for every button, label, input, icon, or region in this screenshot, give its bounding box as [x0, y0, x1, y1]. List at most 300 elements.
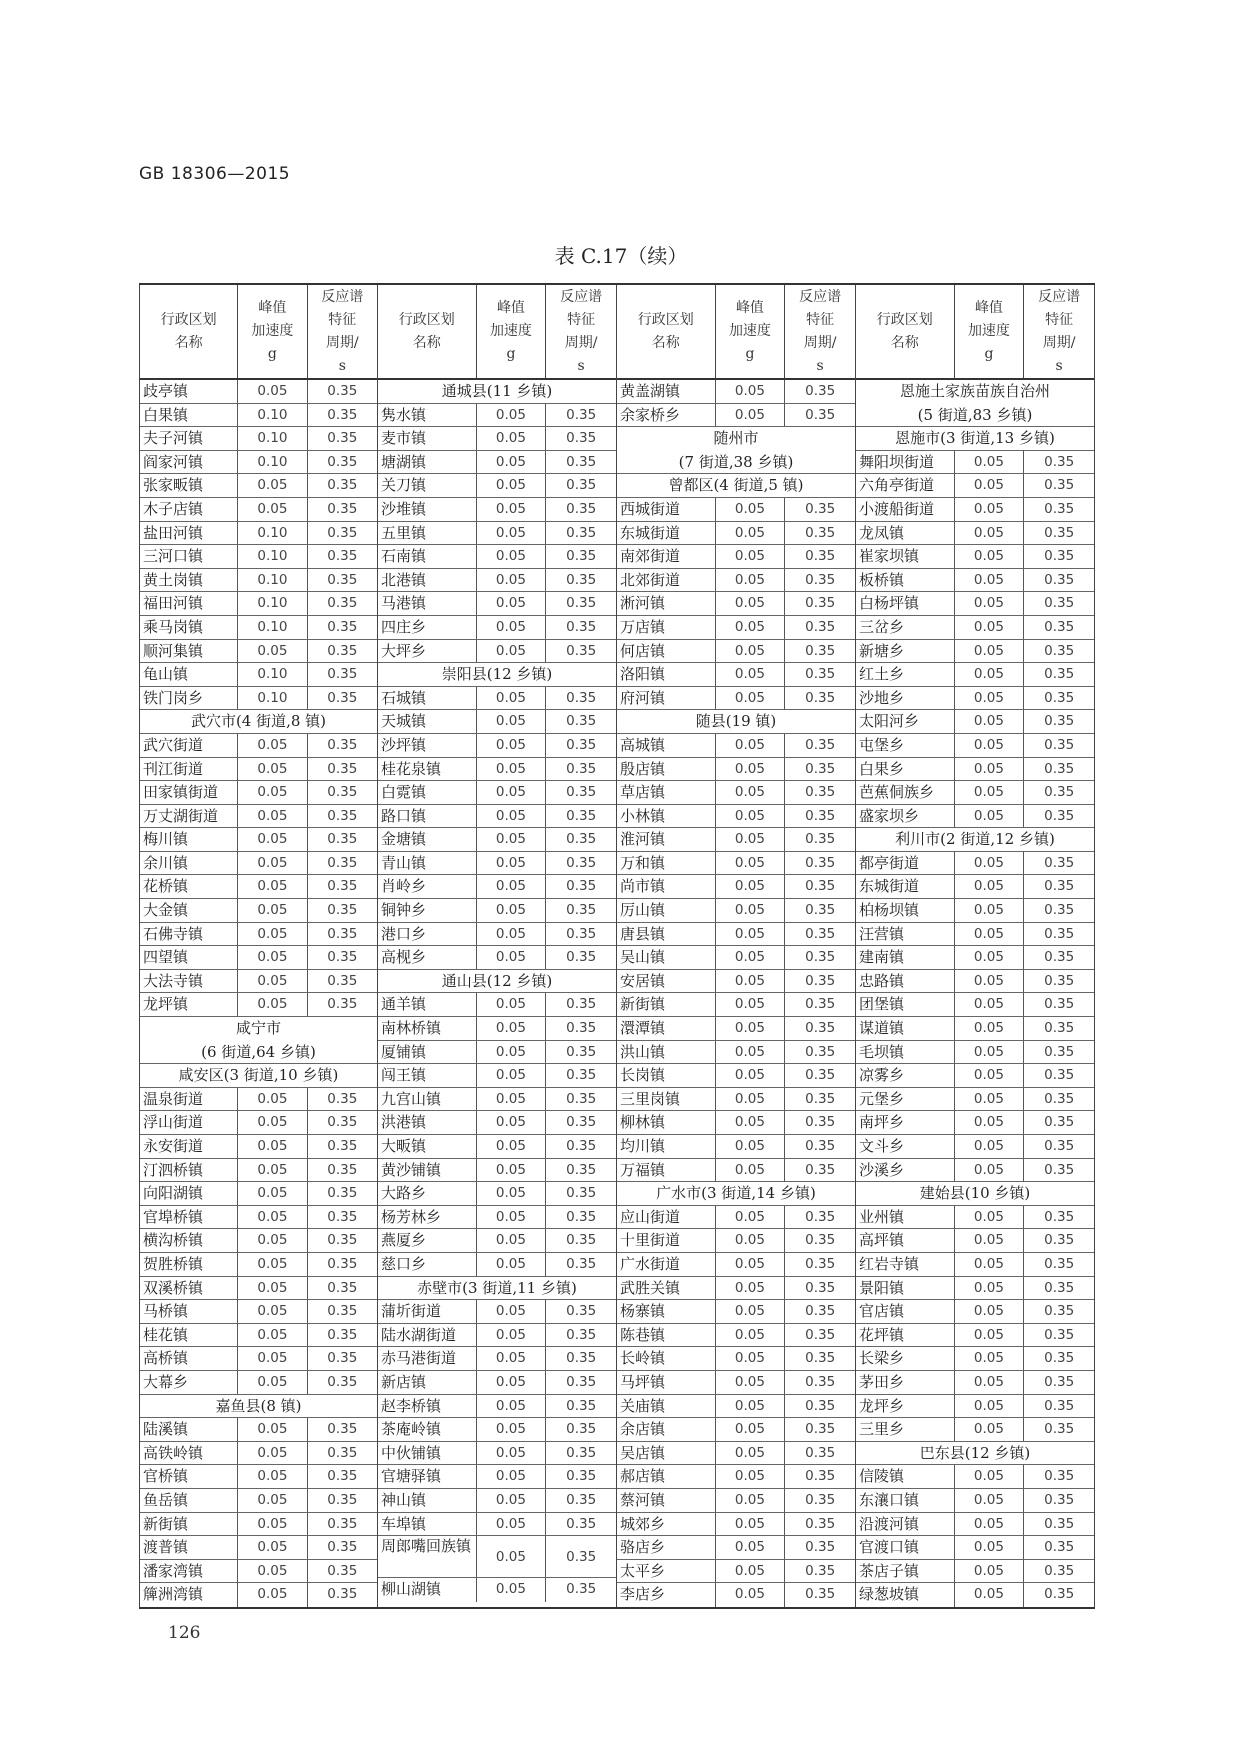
cell-pga: 0.05 [477, 1395, 547, 1418]
cell-pga: 0.05 [716, 1088, 786, 1111]
cell-period: 0.35 [327, 1421, 358, 1438]
cell-period: 0.35 [566, 1090, 597, 1107]
cell-name: 田家镇街道 [140, 781, 238, 804]
table-row [856, 1513, 1094, 1537]
cell-period: 0.35 [805, 902, 836, 919]
cell-name: 厉山镇 [617, 899, 716, 922]
table-row [617, 1135, 855, 1159]
cell-name: 大法寺镇 [140, 970, 238, 993]
cell-pga: 0.05 [238, 993, 307, 1016]
cell-pga: 0.05 [477, 1135, 547, 1158]
cell-pga: 0.05 [716, 781, 786, 804]
cell-name: 绿葱坡镇 [856, 1583, 955, 1607]
table-row [378, 1578, 616, 1602]
cell-period: 0.35 [327, 430, 358, 447]
cell-name: 长梁乡 [856, 1347, 955, 1370]
cell-period: 0.35 [327, 1161, 358, 1178]
table-row [140, 522, 377, 546]
cell-pga: 0.05 [238, 640, 307, 663]
cell-name: 太阳河乡 [856, 710, 955, 733]
cell-name: 官渡口镇 [856, 1536, 955, 1559]
cell-period: 0.35 [327, 642, 358, 659]
cell-period: 0.35 [1044, 618, 1075, 635]
cell-period: 0.35 [327, 1373, 358, 1390]
page-number: 126 [168, 1623, 201, 1643]
table-row [856, 1489, 1094, 1513]
table-row [617, 1536, 855, 1560]
cell-pga: 0.05 [238, 1442, 307, 1465]
section-header-row [856, 380, 1094, 404]
cell-period: 0.35 [566, 831, 597, 848]
table-panel [617, 285, 856, 1607]
section-title: 崇阳县(12 乡镇) [441, 665, 553, 684]
cell-name: 通羊镇 [378, 993, 477, 1016]
cell-pga: 0.05 [477, 1513, 547, 1536]
cell-name: 景阳镇 [856, 1277, 955, 1300]
cell-period: 0.35 [327, 618, 358, 635]
cell-name: 梅川镇 [140, 828, 238, 851]
table-row [378, 1465, 616, 1489]
cell-name: 信陵镇 [856, 1465, 955, 1488]
table-row [378, 1159, 616, 1183]
cell-name: 余川镇 [140, 852, 238, 875]
table-row [856, 970, 1094, 994]
cell-pga: 0.05 [955, 1064, 1025, 1087]
document-code: GB 18306—2015 [139, 164, 291, 184]
cell-period: 0.35 [1044, 1232, 1075, 1249]
table-header-row [617, 285, 855, 380]
table-row [856, 805, 1094, 829]
cell-period: 0.35 [1044, 500, 1075, 517]
cell-name: 余店镇 [617, 1418, 716, 1441]
table-row [378, 1253, 616, 1277]
cell-period: 0.35 [566, 1468, 597, 1485]
cell-name: 建南镇 [856, 946, 955, 969]
cell-period: 0.35 [1044, 453, 1075, 470]
cell-name: 万丈湖街道 [140, 805, 238, 828]
cell-pga: 0.05 [477, 1489, 547, 1512]
table-title: 表 C.17（续） [554, 244, 688, 268]
cell-pga: 0.05 [716, 545, 786, 568]
table-row [856, 1536, 1094, 1560]
cell-period: 0.35 [805, 1373, 836, 1390]
table-row [856, 1465, 1094, 1489]
cell-pga: 0.05 [716, 498, 786, 521]
cell-pga: 0.05 [955, 923, 1025, 946]
table-row [378, 545, 616, 569]
cell-period: 0.35 [566, 1208, 597, 1225]
cell-name: 小林镇 [617, 805, 716, 828]
cell-pga: 0.05 [477, 993, 547, 1016]
cell-name: 南坪乡 [856, 1111, 955, 1134]
cell-period: 0.35 [1044, 1491, 1075, 1508]
cell-period: 0.35 [805, 1468, 836, 1485]
table-row [378, 1206, 616, 1230]
cell-name: 周郎嘴回族镇 [378, 1536, 477, 1577]
cell-pga: 0.05 [477, 781, 547, 804]
cell-name: 向阳湖镇 [140, 1182, 238, 1205]
cell-period: 0.35 [1044, 1020, 1075, 1037]
cell-period: 0.35 [805, 831, 836, 848]
cell-name: 白杨坪镇 [856, 592, 955, 615]
table-row [617, 946, 855, 970]
cell-name: 桂花镇 [140, 1324, 238, 1347]
cell-period: 0.35 [1044, 548, 1075, 565]
cell-pga: 0.05 [238, 1371, 307, 1394]
cell-period: 0.35 [566, 1581, 597, 1598]
table-row [856, 1111, 1094, 1135]
table-row [856, 1324, 1094, 1348]
section-header-row [378, 970, 616, 994]
cell-name: 郝店镇 [617, 1465, 716, 1488]
cell-pga: 0.05 [716, 1583, 786, 1607]
table-row [617, 616, 855, 640]
cell-period: 0.35 [566, 477, 597, 494]
table-row [140, 569, 377, 593]
cell-pga: 0.05 [716, 1206, 786, 1229]
cell-period: 0.35 [1044, 1043, 1075, 1060]
cell-name: 夫子河镇 [140, 427, 238, 450]
cell-pga: 0.05 [238, 1229, 307, 1252]
table-row [140, 899, 377, 923]
cell-period: 0.35 [1044, 477, 1075, 494]
cell-period: 0.35 [805, 949, 836, 966]
cell-name: 马港镇 [378, 592, 477, 615]
table-row [856, 1064, 1094, 1088]
cell-name: 团堡镇 [856, 993, 955, 1016]
cell-pga: 0.05 [716, 1513, 786, 1536]
table-row [140, 687, 377, 711]
cell-period: 0.35 [566, 548, 597, 565]
table-row [378, 640, 616, 664]
cell-name: 十里街道 [617, 1229, 716, 1252]
cell-name: 双溪桥镇 [140, 1277, 238, 1300]
cell-name: 白果乡 [856, 758, 955, 781]
cell-name: 铜钟乡 [378, 899, 477, 922]
table-row [617, 640, 855, 664]
table-row [140, 1159, 377, 1183]
cell-period: 0.35 [327, 1185, 358, 1202]
table-row [856, 1041, 1094, 1065]
table-row [140, 852, 377, 876]
cell-period: 0.35 [805, 807, 836, 824]
cell-pga: 0.05 [955, 1513, 1025, 1536]
cell-name: 长岭镇 [617, 1347, 716, 1370]
section-header-row [856, 1182, 1094, 1206]
cell-name: 芭蕉侗族乡 [856, 781, 955, 804]
cell-name: 横沟桥镇 [140, 1229, 238, 1252]
table-row [856, 498, 1094, 522]
cell-period: 0.35 [805, 548, 836, 565]
cell-pga: 0.10 [238, 545, 307, 568]
cell-period: 0.35 [566, 1421, 597, 1438]
cell-pga: 0.05 [238, 758, 307, 781]
cell-pga: 0.05 [477, 1017, 547, 1040]
cell-period: 0.35 [1044, 784, 1075, 801]
cell-period: 0.35 [327, 1444, 358, 1461]
cell-period: 0.35 [805, 1350, 836, 1367]
cell-pga: 0.05 [955, 1560, 1025, 1583]
cell-name: 李店乡 [617, 1583, 716, 1607]
cell-pga: 0.05 [716, 852, 786, 875]
cell-pga: 0.05 [238, 1088, 307, 1111]
table-row [617, 1465, 855, 1489]
table-row [140, 946, 377, 970]
cell-pga: 0.05 [238, 1253, 307, 1276]
table-row [856, 1347, 1094, 1371]
table-row [378, 1324, 616, 1348]
table-row [617, 1418, 855, 1442]
cell-name: 洪山镇 [617, 1041, 716, 1064]
table-row [140, 1442, 377, 1466]
cell-name: 铁门岗乡 [140, 687, 238, 710]
cell-pga: 0.05 [716, 1017, 786, 1040]
cell-period: 0.35 [1044, 1090, 1075, 1107]
cell-name: 鱼岳镇 [140, 1489, 238, 1512]
cell-name: 贺胜桥镇 [140, 1253, 238, 1276]
table-row [378, 758, 616, 782]
cell-name: 业州镇 [856, 1206, 955, 1229]
cell-name: 木子店镇 [140, 498, 238, 521]
cell-period: 0.35 [805, 854, 836, 871]
cell-pga: 0.05 [716, 899, 786, 922]
cell-pga: 0.05 [716, 1371, 786, 1394]
cell-period: 0.35 [1044, 1350, 1075, 1367]
table-row [140, 970, 377, 994]
table-row [140, 734, 377, 758]
cell-pga: 0.05 [716, 805, 786, 828]
cell-name: 新塘乡 [856, 640, 955, 663]
cell-period: 0.35 [1044, 1255, 1075, 1272]
cell-pga: 0.05 [238, 1583, 307, 1607]
table-row [856, 451, 1094, 475]
cell-period: 0.35 [1044, 1586, 1075, 1603]
table-row [378, 616, 616, 640]
cell-name: 何店镇 [617, 640, 716, 663]
cell-pga: 0.05 [477, 1159, 547, 1182]
header-cell-name: 行政区划 名称 [140, 285, 238, 378]
cell-period: 0.35 [327, 1090, 358, 1107]
cell-pga: 0.05 [716, 1324, 786, 1347]
cell-name: 府河镇 [617, 687, 716, 710]
cell-name: 官塘驿镇 [378, 1465, 477, 1488]
cell-pga: 0.05 [716, 946, 786, 969]
section-header-row [856, 404, 1094, 428]
cell-pga: 0.05 [238, 1560, 307, 1583]
table-row [617, 899, 855, 923]
table-body [140, 380, 377, 1607]
header-cell-period: 反应谱 特征 周期/ s [321, 288, 364, 374]
cell-period: 0.35 [566, 878, 597, 895]
cell-period: 0.35 [566, 1138, 597, 1154]
cell-period: 0.35 [805, 1043, 836, 1060]
table-row [617, 1017, 855, 1041]
cell-pga: 0.05 [955, 993, 1025, 1016]
cell-name: 关庙镇 [617, 1395, 716, 1418]
cell-period: 0.35 [805, 406, 836, 423]
section-header-row [140, 1064, 377, 1088]
cell-name: 草店镇 [617, 781, 716, 804]
section-title: 曾都区(4 街道,5 镇) [668, 476, 804, 495]
cell-pga: 0.05 [477, 734, 547, 757]
table-row [140, 993, 377, 1017]
cell-period: 0.35 [566, 902, 597, 919]
cell-pga: 0.05 [955, 1253, 1025, 1276]
cell-pga: 0.05 [238, 1206, 307, 1229]
cell-name: 顺河集镇 [140, 640, 238, 663]
cell-period: 0.35 [805, 1232, 836, 1249]
cell-period: 0.35 [805, 1491, 836, 1508]
cell-period: 0.35 [566, 406, 597, 423]
table-row [617, 970, 855, 994]
table-row [140, 474, 377, 498]
cell-period: 0.35 [805, 1326, 836, 1343]
table-row [856, 899, 1094, 923]
cell-name: 高城镇 [617, 734, 716, 757]
cell-period: 0.35 [566, 571, 597, 588]
table-row [856, 522, 1094, 546]
cell-pga: 0.05 [477, 1300, 547, 1323]
section-header-row [617, 474, 855, 498]
cell-name: 杨芳林乡 [378, 1206, 477, 1229]
cell-name: 赤马港街道 [378, 1347, 477, 1370]
cell-name: 慈口乡 [378, 1253, 477, 1276]
cell-pga: 0.05 [477, 451, 547, 474]
cell-name: 簰洲湾镇 [140, 1583, 238, 1607]
cell-name: 马桥镇 [140, 1300, 238, 1323]
table-row [140, 1418, 377, 1442]
cell-pga: 0.05 [477, 1229, 547, 1252]
cell-pga: 0.05 [955, 1017, 1025, 1040]
cell-pga: 0.05 [477, 427, 547, 450]
cell-pga: 0.05 [238, 805, 307, 828]
cell-name: 大金镇 [140, 899, 238, 922]
cell-pga: 0.05 [477, 1206, 547, 1229]
table-row [617, 380, 855, 404]
table-row [856, 1418, 1094, 1442]
table-row [140, 923, 377, 947]
cell-pga: 0.05 [955, 1300, 1025, 1323]
cell-period: 0.35 [566, 1373, 597, 1390]
cell-period: 0.35 [327, 595, 358, 612]
cell-period: 0.35 [327, 831, 358, 848]
header-cell-period: 反应谱 特征 周期/ s [799, 288, 842, 374]
table-row [140, 1182, 377, 1206]
data-table [139, 283, 1095, 1609]
cell-pga: 0.05 [238, 899, 307, 922]
table-row [617, 805, 855, 829]
cell-pga: 0.05 [238, 1324, 307, 1347]
cell-name: 三里岗镇 [617, 1088, 716, 1111]
cell-name: 柳林镇 [617, 1111, 716, 1134]
table-row [378, 1111, 616, 1135]
section-title: 建始县(10 乡镇) [919, 1184, 1031, 1203]
cell-period: 0.35 [566, 949, 597, 966]
table-row [617, 545, 855, 569]
cell-name: 淮河镇 [617, 828, 716, 851]
cell-pga: 0.10 [238, 522, 307, 545]
cell-period: 0.35 [327, 1114, 358, 1131]
table-row [617, 1300, 855, 1324]
header-cell-name: 行政区划 名称 [617, 285, 716, 378]
table-row [617, 1347, 855, 1371]
table-row [617, 663, 855, 687]
cell-name: 港口乡 [378, 923, 477, 946]
table-row [140, 545, 377, 569]
cell-period: 0.35 [1044, 736, 1075, 753]
cell-name: 广水街道 [617, 1253, 716, 1276]
section-header-row [617, 451, 855, 475]
table-row [856, 569, 1094, 593]
cell-pga: 0.05 [477, 805, 547, 828]
cell-pga: 0.05 [238, 875, 307, 898]
cell-name: 舞阳坝街道 [856, 451, 955, 474]
cell-name: 龙坪镇 [140, 993, 238, 1016]
cell-period: 0.35 [327, 1539, 358, 1556]
table-row [140, 1560, 377, 1584]
cell-name: 桂花泉镇 [378, 758, 477, 781]
cell-period: 0.35 [566, 1232, 597, 1249]
cell-name: 小渡船街道 [856, 498, 955, 521]
cell-name: 四庄乡 [378, 616, 477, 639]
cell-name: 官桥镇 [140, 1465, 238, 1488]
table-row [378, 592, 616, 616]
cell-pga: 0.05 [716, 970, 786, 993]
cell-pga: 0.05 [955, 1041, 1025, 1064]
cell-name: 沿渡河镇 [856, 1513, 955, 1536]
cell-period: 0.35 [1044, 972, 1075, 989]
cell-name: 南郊街道 [617, 545, 716, 568]
table-row [378, 1088, 616, 1112]
cell-period: 0.35 [327, 972, 358, 989]
table-row [856, 1088, 1094, 1112]
table-row [617, 1513, 855, 1537]
section-header-row [378, 663, 616, 687]
table-row [617, 1253, 855, 1277]
cell-period: 0.35 [566, 1326, 597, 1343]
cell-pga: 0.05 [716, 1300, 786, 1323]
cell-name: 永安街道 [140, 1135, 238, 1158]
cell-name: 淅河镇 [617, 592, 716, 615]
cell-pga: 0.05 [477, 1064, 547, 1087]
cell-name: 乘马岗镇 [140, 616, 238, 639]
cell-pga: 0.05 [238, 1513, 307, 1536]
table-row [856, 875, 1094, 899]
section-title: 赤壁市(3 街道,11 乡镇) [417, 1278, 577, 1297]
cell-period: 0.35 [566, 1515, 597, 1532]
cell-name: 石城镇 [378, 687, 477, 710]
table-row [378, 899, 616, 923]
cell-period: 0.35 [327, 571, 358, 588]
header-cell-pga: 峰值 加速度 g [477, 285, 547, 378]
cell-period: 0.35 [805, 383, 836, 399]
cell-name: 澴潭镇 [617, 1017, 716, 1040]
cell-name: 西城街道 [617, 498, 716, 521]
table-row [617, 404, 855, 428]
table-row [140, 1324, 377, 1348]
table-row [378, 687, 616, 711]
table-row [617, 923, 855, 947]
cell-period: 0.35 [327, 453, 358, 470]
cell-name: 花桥镇 [140, 875, 238, 898]
cell-name: 沙地乡 [856, 687, 955, 710]
table-row [140, 1489, 377, 1513]
table-row [617, 852, 855, 876]
cell-pga: 0.05 [477, 1536, 547, 1577]
cell-period: 0.35 [1044, 949, 1075, 966]
cell-period: 0.35 [805, 1539, 836, 1556]
cell-pga: 0.05 [716, 569, 786, 592]
